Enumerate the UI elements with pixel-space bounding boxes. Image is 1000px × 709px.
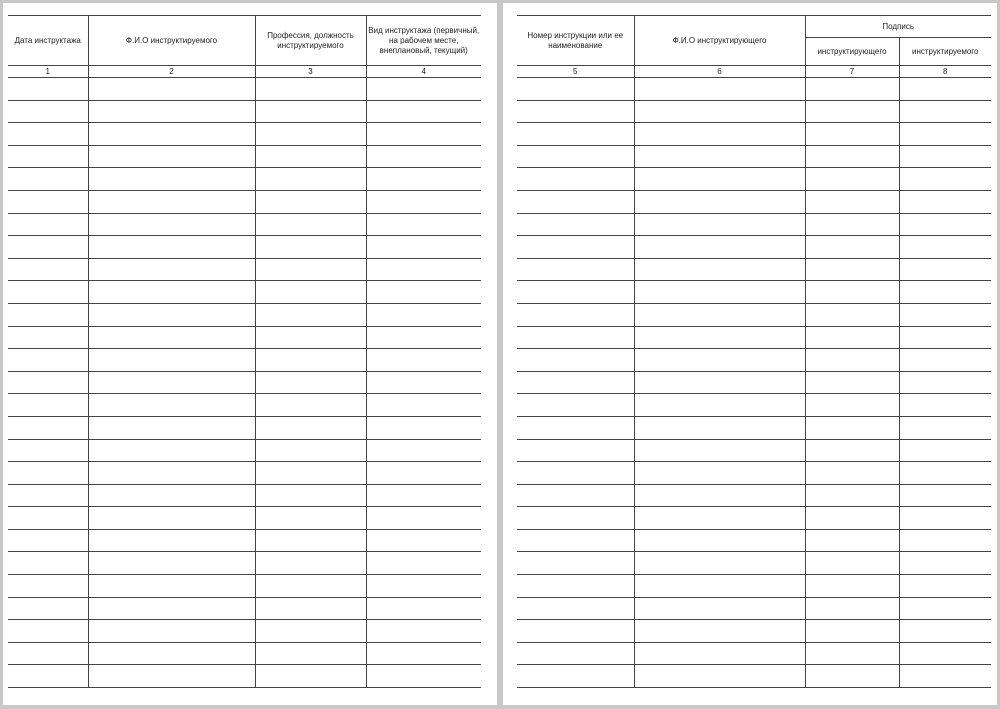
table-row [517, 123, 991, 146]
table-row [517, 575, 991, 598]
blank-entry-cell[interactable] [366, 236, 481, 259]
blank-entry-cell[interactable] [8, 416, 88, 439]
blank-entry-cell[interactable] [805, 168, 899, 191]
blank-entry-cell[interactable] [255, 462, 366, 485]
table-row [517, 462, 991, 485]
table-row [517, 371, 991, 394]
table-row [517, 349, 991, 372]
blank-entry-cell[interactable] [899, 326, 991, 349]
blank-entry-cell[interactable] [8, 190, 88, 213]
blank-entry-cell[interactable] [8, 642, 88, 665]
blank-entry-cell[interactable] [88, 665, 255, 688]
blank-entry-cell[interactable] [8, 213, 88, 236]
blank-entry-cell[interactable] [517, 484, 634, 507]
blank-entry-cell[interactable] [8, 258, 88, 281]
column-number-8: 8 [899, 66, 991, 78]
blank-entry-cell[interactable] [805, 371, 899, 394]
blank-entry-cell[interactable] [8, 597, 88, 620]
blank-entry-cell[interactable] [634, 394, 805, 417]
blank-entry-cell[interactable] [255, 349, 366, 372]
blank-entry-cell[interactable] [517, 552, 634, 575]
blank-entry-cell[interactable] [899, 462, 991, 485]
blank-entry-cell[interactable] [805, 190, 899, 213]
blank-entry-cell[interactable] [255, 78, 366, 101]
table-row [8, 597, 481, 620]
table-row [517, 213, 991, 236]
blank-entry-cell[interactable] [634, 371, 805, 394]
blank-entry-cell[interactable] [8, 349, 88, 372]
blank-entry-cell[interactable] [366, 371, 481, 394]
blank-entry-cell[interactable] [255, 642, 366, 665]
blank-entry-cell[interactable] [255, 326, 366, 349]
blank-entry-cell[interactable] [366, 665, 481, 688]
blank-entry-cell[interactable] [255, 371, 366, 394]
blank-entry-cell[interactable] [805, 394, 899, 417]
blank-entry-cell[interactable] [634, 236, 805, 259]
table-row [8, 665, 481, 688]
table-row [8, 258, 481, 281]
blank-entry-cell[interactable] [255, 507, 366, 530]
blank-entry-cell[interactable] [899, 439, 991, 462]
blank-entry-cell[interactable] [805, 213, 899, 236]
blank-entry-cell[interactable] [366, 303, 481, 326]
blank-entry-cell[interactable] [634, 281, 805, 304]
blank-entry-cell[interactable] [517, 642, 634, 665]
blank-entry-cell[interactable] [517, 665, 634, 688]
blank-entry-cell[interactable] [805, 416, 899, 439]
header-position: Профессия, должность инструктируемого [255, 16, 366, 66]
blank-entry-cell[interactable] [8, 123, 88, 146]
blank-entry-cell[interactable] [634, 642, 805, 665]
blank-entry-cell[interactable] [366, 620, 481, 643]
table-row [517, 416, 991, 439]
blank-entry-cell[interactable] [8, 236, 88, 259]
blank-entry-cell[interactable] [366, 552, 481, 575]
blank-entry-cell[interactable] [634, 575, 805, 598]
blank-entry-cell[interactable] [8, 100, 88, 123]
blank-entry-cell[interactable] [634, 439, 805, 462]
header-briefing-type: Вид инструктажа (первичный, на рабочем месте, внеплановый, текущий) [366, 16, 481, 66]
blank-entry-cell[interactable] [255, 190, 366, 213]
blank-entry-cell[interactable] [899, 258, 991, 281]
blank-entry-cell[interactable] [88, 258, 255, 281]
table-row [517, 236, 991, 259]
blank-entry-cell[interactable] [634, 326, 805, 349]
blank-entry-cell[interactable] [899, 303, 991, 326]
blank-entry-cell[interactable] [255, 529, 366, 552]
blank-entry-cell[interactable] [366, 507, 481, 530]
blank-entry-cell[interactable] [366, 100, 481, 123]
blank-entry-cell[interactable] [366, 326, 481, 349]
table-row [8, 394, 481, 417]
blank-entry-cell[interactable] [517, 620, 634, 643]
blank-entry-cell[interactable] [805, 236, 899, 259]
column-number-2: 2 [88, 66, 255, 78]
blank-entry-cell[interactable] [366, 462, 481, 485]
blank-entry-cell[interactable] [517, 597, 634, 620]
table-row [8, 349, 481, 372]
table-row [8, 236, 481, 259]
blank-entry-cell[interactable] [8, 168, 88, 191]
table-row [8, 529, 481, 552]
blank-entry-cell[interactable] [366, 575, 481, 598]
blank-entry-cell[interactable] [255, 145, 366, 168]
blank-entry-cell[interactable] [805, 78, 899, 101]
table-row [8, 439, 481, 462]
blank-entry-cell[interactable] [805, 462, 899, 485]
blank-entry-cell[interactable] [899, 100, 991, 123]
blank-entry-cell[interactable] [634, 145, 805, 168]
blank-entry-cell[interactable] [899, 665, 991, 688]
blank-entry-cell[interactable] [255, 416, 366, 439]
blank-entry-cell[interactable] [8, 552, 88, 575]
blank-entry-cell[interactable] [8, 371, 88, 394]
blank-entry-cell[interactable] [899, 552, 991, 575]
table-row [8, 484, 481, 507]
blank-entry-cell[interactable] [899, 620, 991, 643]
table-row [517, 281, 991, 304]
briefing-register-table-right [517, 15, 991, 688]
blank-entry-cell[interactable] [8, 326, 88, 349]
blank-entry-cell[interactable] [366, 168, 481, 191]
header-instruction: Номер инструкции или ее наименование [517, 16, 634, 66]
blank-entry-cell[interactable] [8, 281, 88, 304]
blank-entry-cell[interactable] [805, 303, 899, 326]
blank-entry-cell[interactable] [255, 303, 366, 326]
table-row [8, 100, 481, 123]
blank-entry-cell[interactable] [634, 597, 805, 620]
table-row [517, 394, 991, 417]
blank-entry-cell[interactable] [805, 349, 899, 372]
blank-entry-cell[interactable] [8, 303, 88, 326]
blank-entry-cell[interactable] [8, 439, 88, 462]
journal-page-right [503, 3, 997, 705]
blank-entry-cell[interactable] [88, 78, 255, 101]
blank-entry-cell[interactable] [805, 123, 899, 146]
blank-entry-cell[interactable] [517, 258, 634, 281]
blank-entry-cell[interactable] [8, 462, 88, 485]
table-row [517, 100, 991, 123]
blank-entry-cell[interactable] [805, 100, 899, 123]
blank-entry-cell[interactable] [88, 529, 255, 552]
table-row [8, 78, 481, 101]
blank-entry-cell[interactable] [634, 484, 805, 507]
table-row [517, 258, 991, 281]
blank-entry-cell[interactable] [517, 123, 634, 146]
blank-entry-cell[interactable] [805, 326, 899, 349]
column-number-7: 7 [805, 66, 899, 78]
blank-entry-cell[interactable] [366, 597, 481, 620]
blank-entry-cell[interactable] [899, 416, 991, 439]
blank-entry-cell[interactable] [88, 168, 255, 191]
blank-entry-cell[interactable] [366, 529, 481, 552]
blank-entry-cell[interactable] [899, 213, 991, 236]
blank-entry-cell[interactable] [634, 552, 805, 575]
blank-entry-cell[interactable] [88, 145, 255, 168]
blank-entry-cell[interactable] [8, 145, 88, 168]
table-row [8, 326, 481, 349]
blank-entry-cell[interactable] [255, 665, 366, 688]
blank-entry-cell[interactable] [634, 100, 805, 123]
table-row [517, 190, 991, 213]
table-row [517, 484, 991, 507]
blank-entry-cell[interactable] [366, 258, 481, 281]
blank-entry-cell[interactable] [899, 78, 991, 101]
blank-entry-cell[interactable] [366, 281, 481, 304]
table-row [8, 416, 481, 439]
blank-entry-cell[interactable] [255, 213, 366, 236]
table-row [8, 281, 481, 304]
blank-entry-cell[interactable] [88, 552, 255, 575]
header-trainee-name: Ф.И.О инструктируемого [88, 16, 255, 66]
blank-entry-cell[interactable] [8, 484, 88, 507]
register-rows-left [8, 78, 481, 688]
register-rows-right [517, 78, 991, 688]
table-row [8, 213, 481, 236]
table-row [8, 371, 481, 394]
table-row [517, 145, 991, 168]
blank-entry-cell[interactable] [88, 349, 255, 372]
table-row [8, 507, 481, 530]
blank-entry-cell[interactable] [255, 597, 366, 620]
blank-entry-cell[interactable] [88, 303, 255, 326]
blank-entry-cell[interactable] [255, 100, 366, 123]
table-row [517, 529, 991, 552]
blank-entry-cell[interactable] [899, 281, 991, 304]
blank-entry-cell[interactable] [255, 258, 366, 281]
table-row [8, 552, 481, 575]
blank-entry-cell[interactable] [517, 462, 634, 485]
blank-entry-cell[interactable] [88, 575, 255, 598]
blank-entry-cell[interactable] [517, 190, 634, 213]
blank-entry-cell[interactable] [255, 168, 366, 191]
blank-entry-cell[interactable] [899, 349, 991, 372]
blank-entry-cell[interactable] [366, 394, 481, 417]
table-row [8, 462, 481, 485]
blank-entry-cell[interactable] [634, 349, 805, 372]
blank-entry-cell[interactable] [899, 597, 991, 620]
blank-entry-cell[interactable] [88, 190, 255, 213]
blank-entry-cell[interactable] [805, 484, 899, 507]
blank-entry-cell[interactable] [88, 123, 255, 146]
blank-entry-cell[interactable] [634, 462, 805, 485]
table-row [8, 168, 481, 191]
blank-entry-cell[interactable] [366, 78, 481, 101]
blank-entry-cell[interactable] [517, 507, 634, 530]
table-row [517, 303, 991, 326]
blank-entry-cell[interactable] [88, 642, 255, 665]
blank-entry-cell[interactable] [899, 371, 991, 394]
blank-entry-cell[interactable] [8, 507, 88, 530]
blank-entry-cell[interactable] [517, 371, 634, 394]
blank-entry-cell[interactable] [8, 575, 88, 598]
blank-entry-cell[interactable] [8, 394, 88, 417]
blank-entry-cell[interactable] [517, 439, 634, 462]
table-row [8, 145, 481, 168]
blank-entry-cell[interactable] [899, 168, 991, 191]
blank-entry-cell[interactable] [88, 484, 255, 507]
blank-entry-cell[interactable] [88, 439, 255, 462]
blank-entry-cell[interactable] [899, 529, 991, 552]
blank-entry-cell[interactable] [634, 168, 805, 191]
blank-entry-cell[interactable] [366, 145, 481, 168]
blank-entry-cell[interactable] [255, 439, 366, 462]
blank-entry-cell[interactable] [517, 78, 634, 101]
blank-entry-cell[interactable] [899, 642, 991, 665]
blank-entry-cell[interactable] [255, 394, 366, 417]
table-row [517, 78, 991, 101]
blank-entry-cell[interactable] [366, 123, 481, 146]
blank-entry-cell[interactable] [634, 303, 805, 326]
blank-entry-cell[interactable] [634, 529, 805, 552]
blank-entry-cell[interactable] [366, 416, 481, 439]
blank-entry-cell[interactable] [88, 597, 255, 620]
blank-entry-cell[interactable] [366, 190, 481, 213]
blank-entry-cell[interactable] [517, 236, 634, 259]
column-number-1: 1 [8, 66, 88, 78]
blank-entry-cell[interactable] [255, 575, 366, 598]
blank-entry-cell[interactable] [88, 100, 255, 123]
blank-entry-cell[interactable] [255, 123, 366, 146]
journal-page-left [3, 3, 497, 705]
blank-entry-cell[interactable] [517, 416, 634, 439]
table-row [517, 620, 991, 643]
blank-entry-cell[interactable] [88, 281, 255, 304]
blank-entry-cell[interactable] [8, 665, 88, 688]
blank-entry-cell[interactable] [634, 123, 805, 146]
table-row [517, 552, 991, 575]
blank-entry-cell[interactable] [88, 326, 255, 349]
blank-entry-cell[interactable] [517, 529, 634, 552]
column-number-6: 6 [634, 66, 805, 78]
blank-entry-cell[interactable] [805, 507, 899, 530]
column-number-3: 3 [255, 66, 366, 78]
table-row [517, 597, 991, 620]
header-signature-instructor: инструктирующего [805, 38, 899, 66]
blank-entry-cell[interactable] [805, 439, 899, 462]
table-row [517, 642, 991, 665]
blank-entry-cell[interactable] [517, 213, 634, 236]
column-number-4: 4 [366, 66, 481, 78]
blank-entry-cell[interactable] [517, 349, 634, 372]
blank-entry-cell[interactable] [517, 281, 634, 304]
blank-entry-cell[interactable] [517, 575, 634, 598]
header-signature-trainee: инструктируемого [899, 38, 991, 66]
blank-entry-cell[interactable] [88, 416, 255, 439]
column-number-5: 5 [517, 66, 634, 78]
blank-entry-cell[interactable] [8, 529, 88, 552]
table-row [517, 665, 991, 688]
blank-entry-cell[interactable] [899, 236, 991, 259]
blank-entry-cell[interactable] [255, 281, 366, 304]
blank-entry-cell[interactable] [255, 236, 366, 259]
blank-entry-cell[interactable] [634, 190, 805, 213]
blank-entry-cell[interactable] [517, 326, 634, 349]
blank-entry-cell[interactable] [255, 552, 366, 575]
blank-entry-cell[interactable] [899, 575, 991, 598]
blank-entry-cell[interactable] [517, 303, 634, 326]
blank-entry-cell[interactable] [88, 620, 255, 643]
table-row [517, 168, 991, 191]
blank-entry-cell[interactable] [805, 281, 899, 304]
blank-entry-cell[interactable] [8, 620, 88, 643]
blank-entry-cell[interactable] [88, 394, 255, 417]
blank-entry-cell[interactable] [805, 642, 899, 665]
table-row [8, 620, 481, 643]
table-row [8, 123, 481, 146]
blank-entry-cell[interactable] [517, 145, 634, 168]
blank-entry-cell[interactable] [366, 213, 481, 236]
blank-entry-cell[interactable] [805, 597, 899, 620]
blank-entry-cell[interactable] [805, 552, 899, 575]
blank-entry-cell[interactable] [805, 575, 899, 598]
briefing-register-table-left [8, 15, 481, 688]
blank-entry-cell[interactable] [899, 123, 991, 146]
blank-entry-cell[interactable] [255, 484, 366, 507]
blank-entry-cell[interactable] [517, 100, 634, 123]
blank-entry-cell[interactable] [88, 462, 255, 485]
blank-entry-cell[interactable] [634, 258, 805, 281]
table-row [8, 190, 481, 213]
blank-entry-cell[interactable] [634, 620, 805, 643]
blank-entry-cell[interactable] [88, 236, 255, 259]
header-instructor-name: Ф.И.О инструктирующего [634, 16, 805, 66]
blank-entry-cell[interactable] [8, 78, 88, 101]
table-row [8, 575, 481, 598]
blank-entry-cell[interactable] [255, 620, 366, 643]
table-row [8, 303, 481, 326]
table-row [517, 507, 991, 530]
blank-entry-cell[interactable] [366, 642, 481, 665]
blank-entry-cell[interactable] [88, 371, 255, 394]
header-date: Дата инструктажа [8, 16, 88, 66]
blank-entry-cell[interactable] [805, 145, 899, 168]
blank-entry-cell[interactable] [88, 213, 255, 236]
blank-entry-cell[interactable] [366, 484, 481, 507]
blank-entry-cell[interactable] [899, 190, 991, 213]
table-row [517, 326, 991, 349]
blank-entry-cell[interactable] [805, 665, 899, 688]
blank-entry-cell[interactable] [899, 145, 991, 168]
blank-entry-cell[interactable] [634, 665, 805, 688]
blank-entry-cell[interactable] [805, 258, 899, 281]
blank-entry-cell[interactable] [517, 168, 634, 191]
blank-entry-cell[interactable] [899, 394, 991, 417]
blank-entry-cell[interactable] [899, 484, 991, 507]
blank-entry-cell[interactable] [634, 78, 805, 101]
blank-entry-cell[interactable] [634, 507, 805, 530]
blank-entry-cell[interactable] [88, 507, 255, 530]
table-row [517, 439, 991, 462]
blank-entry-cell[interactable] [899, 507, 991, 530]
blank-entry-cell[interactable] [517, 394, 634, 417]
blank-entry-cell[interactable] [805, 620, 899, 643]
blank-entry-cell[interactable] [366, 439, 481, 462]
header-signature: Подпись [805, 16, 991, 38]
blank-entry-cell[interactable] [366, 349, 481, 372]
table-row [8, 642, 481, 665]
blank-entry-cell[interactable] [634, 416, 805, 439]
blank-entry-cell[interactable] [634, 213, 805, 236]
blank-entry-cell[interactable] [805, 529, 899, 552]
